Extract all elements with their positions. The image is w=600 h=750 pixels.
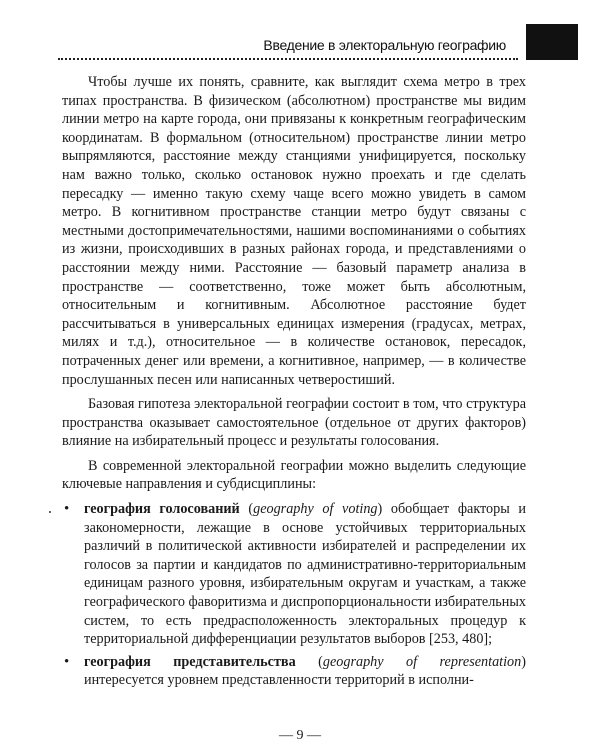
bullet-icon: • bbox=[64, 501, 70, 518]
description-geography-of-representation: интересуется уровнем представленности территорий в исполни- bbox=[84, 672, 474, 689]
header-dotted-rule bbox=[58, 58, 518, 60]
paragraph-metro-spaces: Чтобы лучше их понять, сравните, как выглядит схема метро в трех типах пространства. В физическом (абсолютном) пространстве мы видим линии метро на карте города, они привязаны к конкретным географическим координатам. В формальном (относительном) пространстве линии метро выпрямляются, расстояние между станциями унифицируется, поскольку нам важно только, сколько остановок нужно проехать и где сделать пересадку — именно такую схему чаще всего можно увидеть в самом метро. В когнитивном пространстве станции метро будут связаны с местными достопримечательностями, нашими воспоминаниями о событиях из жизни, происходивших в разных районах города, и представлениями о расстоянии между ними. Расстояние — базовый параметр анализа в пространстве — соответственно, тоже может быть абсолютным, относительным и когнитивным. Абсолютное расстояние будет рассчитываться в универсальных единицах измерения (градусах, метрах, милях и т.д.), относительное — в количестве остановок, пересадок, потраченных денег или времени, а когнитивное, например, — в количестве прослушанных песен или написанных четверостиший. bbox=[62, 74, 526, 388]
page-number: — 9 — bbox=[279, 728, 321, 743]
bullet-icon: • bbox=[64, 653, 70, 670]
description-geography-of-voting: обобщает факторы и закономерности, лежащие в основе устойчивых территориальных различий в политической активности избирателей и распределении их голосов за партии и кандидатов по административно-территориальным единицам разного уровня, избирательным округам и участкам, а также географического фаворитизма и диспропорциональности избирательных систем, то есть предрасположенность электоральных процедур к территориальной дифференциации результатов выборов [253, 480]; bbox=[84, 501, 526, 648]
list-item-geography-of-representation: • география представительства (geography of representation) интересуется уровнем представленности территорий в исполни- bbox=[64, 653, 526, 689]
english-term-geography-of-voting: geography of voting bbox=[253, 501, 378, 518]
paragraph-base-hypothesis: Базовая гипотеза электоральной географии состоит в том, что структура пространства оказывает самостоятельное (отдельное от других факторов) влияние на избирательный процесс и результаты голосования. bbox=[62, 396, 526, 450]
subdisciplines-list bbox=[62, 500, 526, 690]
running-header bbox=[58, 14, 578, 60]
term-geography-of-representation: география представительства bbox=[84, 653, 296, 670]
header-black-tab bbox=[526, 24, 578, 60]
running-title: Введение в электоральную географию bbox=[263, 37, 506, 53]
paragraph-directions-intro: В современной электоральной географии можно выделить следующие ключевые направления и субдисциплины: bbox=[62, 457, 526, 493]
term-geography-of-voting: география голосований bbox=[84, 501, 240, 518]
margin-speck bbox=[49, 511, 51, 513]
list-item-geography-of-voting: • география голосований (geography of voting) обобщает факторы и закономерности, лежащие в основе устойчивых территориальных различий в политической активности избирателей и распределении их голосов за партии и кандидатов по административно-территориальным единицам разного уровня, избирательным округам и участкам, а также географического фаворитизма и диспропорциональности избирательных систем, то есть предрасположенность электоральных процедур к территориальной дифференциации результатов выборов [253, 480]; bbox=[64, 501, 526, 648]
page-body bbox=[62, 73, 526, 694]
english-term-geography-of-representation: geography of representation bbox=[322, 653, 522, 670]
